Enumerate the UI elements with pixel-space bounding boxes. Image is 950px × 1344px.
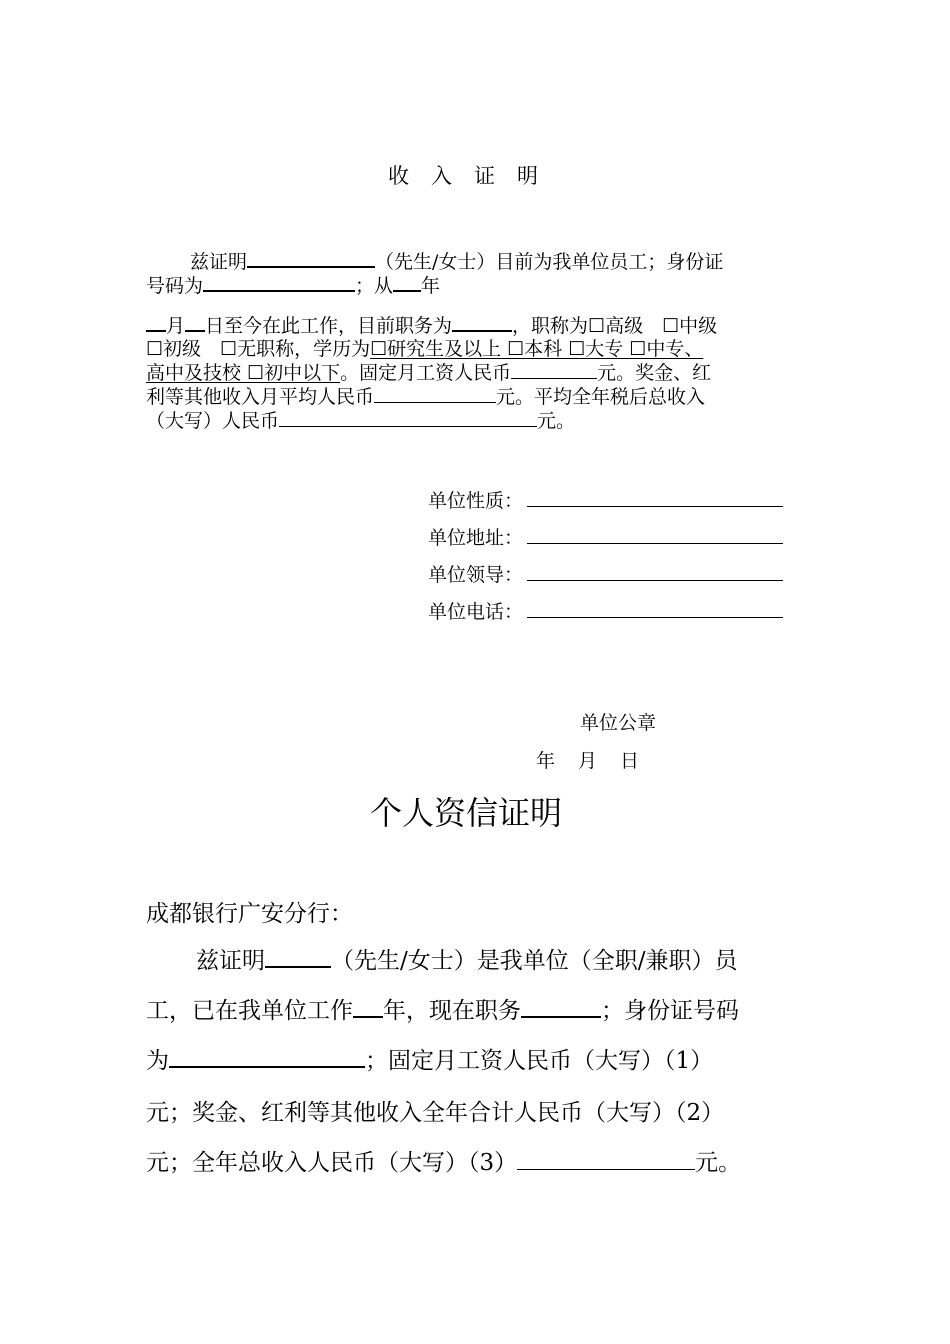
income-date: 年 月 日 [536, 750, 642, 772]
credit-line-1: 兹证明 （先生/女士）是我单位（全职/兼职）员 [196, 948, 738, 974]
field-unit-address: 单位地址： [428, 523, 783, 550]
name-blank [247, 249, 375, 268]
income-line-7: （大写）人民币 元。 [146, 410, 576, 432]
credit-id-blank [169, 1046, 365, 1068]
field-unit-nature: 单位性质： [428, 486, 783, 513]
income-title: 收入证明 [388, 164, 560, 188]
credit-position-blank [521, 996, 601, 1018]
income-line-1: 兹证明 （先生/女士）目前为我单位员工；身份证 [190, 251, 724, 273]
credit-line-5: 元；全年总收入人民币（大写）（3） 元。 [146, 1150, 742, 1176]
field-unit-phone: 单位电话： [428, 597, 783, 624]
credit-line-2: 工，已在我单位工作 年，现在职务 ；身份证号码 [146, 998, 739, 1024]
income-line-5: 高中及技校 ☐初中以下。固定月工资人民币 元。奖金、红 [146, 362, 712, 384]
field-unit-leader: 单位领导： [428, 560, 783, 587]
income-line-3: 月 日至今在此工作，目前职务为 ，职称为☐高级 ☐中级 [146, 313, 717, 338]
credit-addressee: 成都银行广安分行： [146, 901, 353, 927]
year-blank [393, 273, 421, 292]
bonus-blank [374, 385, 496, 403]
credit-years-blank [353, 996, 383, 1018]
credit-name-blank [265, 946, 331, 968]
unit-seal-label: 单位公章 [580, 712, 657, 734]
credit-title: 个人资信证明 [370, 794, 563, 832]
income-line-4: ☐初级 ☐无职称，学历为☐研究生及以上 ☐本科 ☐大专 ☐中专、 [146, 338, 704, 360]
monthly-salary-blank [511, 361, 597, 379]
credit-total-blank [517, 1149, 695, 1170]
id-number-blank [203, 273, 355, 292]
annual-income-blank [279, 409, 537, 427]
position-blank [452, 313, 512, 332]
credit-line-4: 元；奖金、红利等其他收入全年合计人民币（大写）（2） [146, 1100, 725, 1126]
credit-line-3: 为 ；固定月工资人民币（大写）（1） [146, 1048, 714, 1074]
month-blank [146, 313, 166, 332]
income-line-6: 利等其他收入月平均人民币 元。平均全年税后总收入 [146, 386, 706, 408]
day-blank [185, 313, 205, 332]
income-line-2: 号码为 ；从 年 [146, 275, 441, 297]
